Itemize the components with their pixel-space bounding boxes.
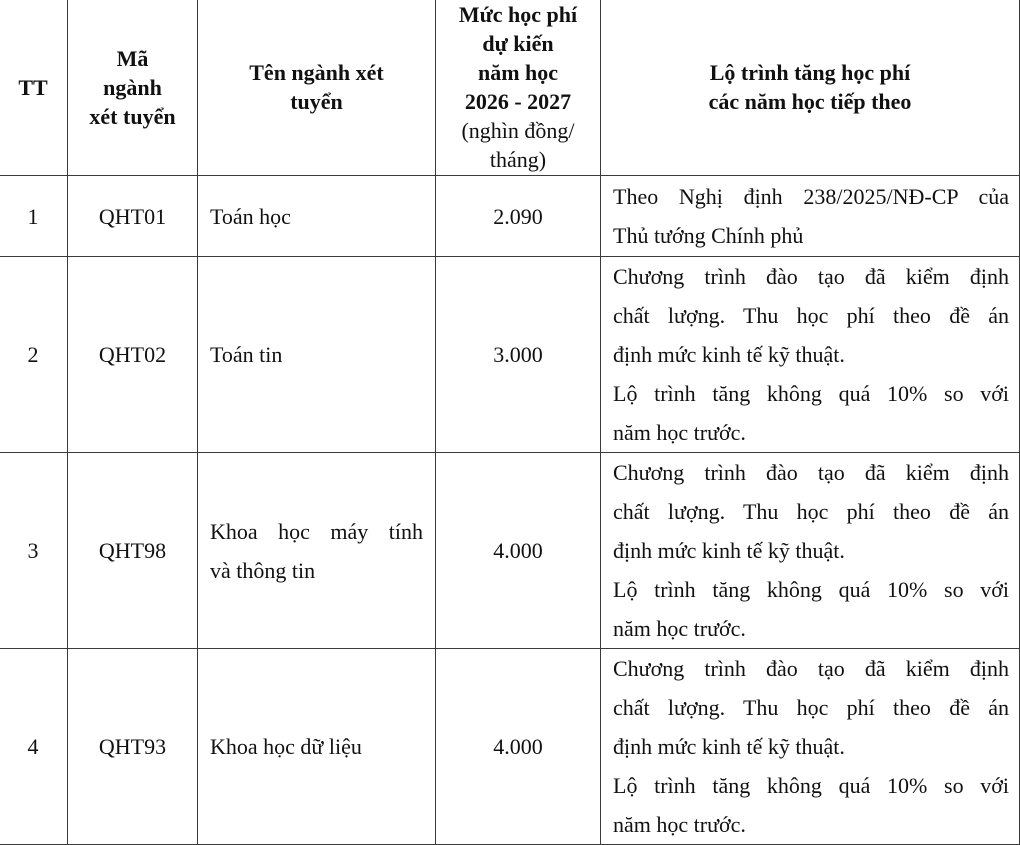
cell-name — [198, 257, 436, 453]
header-fee-line3: năm học — [477, 60, 559, 85]
cell-name-line1: Khoa học dữ liệu — [210, 734, 362, 759]
header-name-line2: tuyển — [290, 89, 343, 114]
header-fee-line4: 2026 - 2027 — [464, 89, 572, 114]
cell-tt: 3 — [0, 453, 68, 649]
cell-name — [198, 649, 436, 845]
roadmap-line: năm học trước. — [613, 812, 746, 837]
cell-tt: 4 — [0, 649, 68, 845]
roadmap-line: Lộ trình tăng không quá 10% so với — [613, 381, 1009, 406]
roadmap-line: chất lượng. Thu học phí theo đề án — [613, 303, 1009, 328]
roadmap-line: định mức kinh tế kỹ thuật. — [613, 734, 845, 759]
cell-name — [198, 453, 436, 649]
roadmap-line: Thủ tướng Chính phủ — [613, 223, 804, 248]
cell-fee: 4.000 — [436, 649, 601, 845]
cell-tt: 1 — [0, 176, 68, 257]
header-code — [68, 0, 198, 176]
cell-name-line1: Khoa học máy tính — [210, 518, 423, 544]
cell-name-line2: và thông tin — [210, 557, 316, 583]
cell-roadmap — [601, 176, 1020, 257]
cell-code: QHT98 — [68, 453, 198, 649]
header-fee-unit-line2: tháng) — [489, 147, 547, 172]
header-fee-unit-line1: (nghìn đồng/ — [461, 118, 575, 143]
roadmap-line: Theo Nghị định 238/2025/NĐ-CP của — [613, 184, 1009, 209]
cell-tt: 2 — [0, 257, 68, 453]
cell-code: QHT01 — [68, 176, 198, 257]
roadmap-line: Lộ trình tăng không quá 10% so với — [613, 773, 1009, 798]
header-code-line2: ngành — [103, 74, 162, 100]
header-name-line1: Tên ngành xét — [249, 60, 384, 85]
roadmap-line: định mức kinh tế kỹ thuật. — [613, 342, 845, 367]
cell-code: QHT93 — [68, 649, 198, 845]
header-roadmap — [601, 0, 1020, 176]
header-name — [198, 0, 436, 176]
cell-fee: 4.000 — [436, 453, 601, 649]
header-tt-label: TT — [18, 74, 48, 100]
header-fee — [436, 0, 601, 176]
roadmap-line: năm học trước. — [613, 420, 746, 445]
cell-name-line1: Toán học — [210, 203, 291, 229]
header-fee-line1: Mức học phí — [458, 2, 578, 27]
header-roadmap-line1: Lộ trình tăng học phí — [709, 60, 911, 85]
cell-name-text — [210, 512, 435, 590]
cell-fee: 2.090 — [436, 176, 601, 257]
cell-roadmap — [601, 257, 1020, 453]
roadmap-line: năm học trước. — [613, 616, 746, 641]
header-roadmap-line2: các năm học tiếp theo — [708, 89, 912, 114]
header-tt — [0, 0, 68, 176]
cell-roadmap — [601, 453, 1020, 649]
roadmap-line: Chương trình đào tạo đã kiểm định — [613, 264, 1009, 289]
header-code-line3: xét tuyển — [89, 103, 176, 129]
roadmap-line: Chương trình đào tạo đã kiểm định — [613, 460, 1009, 485]
header-code-line1: Mã — [116, 45, 149, 71]
header-fee-line2: dự kiến — [482, 31, 554, 56]
table-row — [0, 176, 1020, 257]
cell-code: QHT02 — [68, 257, 198, 453]
cell-name — [198, 176, 436, 257]
roadmap-line: Chương trình đào tạo đã kiểm định — [613, 656, 1009, 681]
roadmap-line: chất lượng. Thu học phí theo đề án — [613, 499, 1009, 524]
roadmap-line: Lộ trình tăng không quá 10% so với — [613, 577, 1009, 602]
table-row — [0, 257, 1020, 453]
table-row — [0, 453, 1020, 649]
roadmap-line: chất lượng. Thu học phí theo đề án — [613, 695, 1009, 720]
header-row — [0, 0, 1020, 176]
cell-fee: 3.000 — [436, 257, 601, 453]
cell-roadmap — [601, 649, 1020, 845]
table-row — [0, 649, 1020, 845]
cell-name-line1: Toán tin — [210, 342, 283, 367]
roadmap-line: định mức kinh tế kỹ thuật. — [613, 538, 845, 563]
